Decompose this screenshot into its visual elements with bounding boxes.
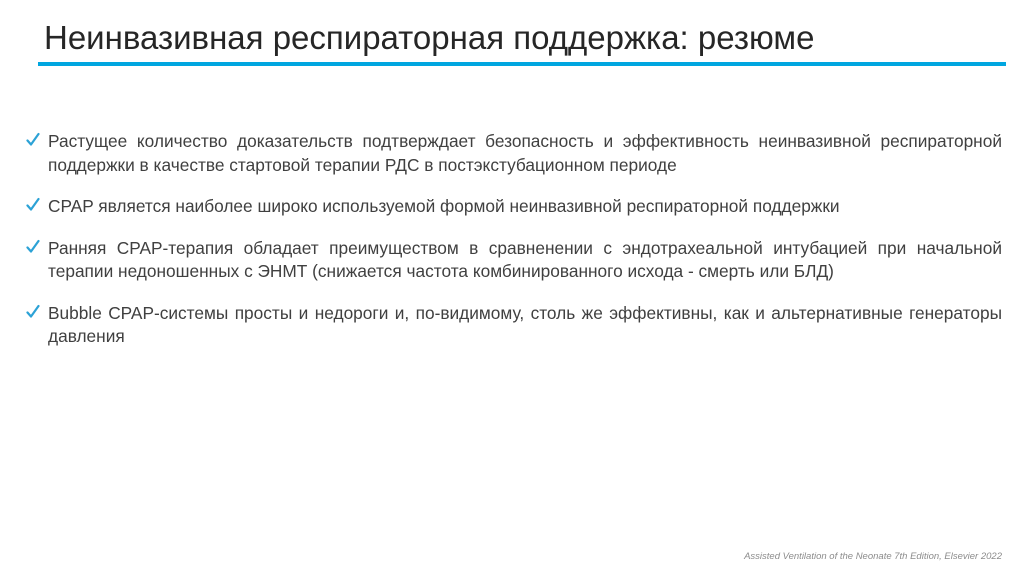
title-underline bbox=[38, 62, 1006, 66]
bullet-text: Bubble CPAP-системы просты и недороги и, по-видимому, столь же эффективны, как и альтернативные генераторы давления bbox=[48, 302, 1002, 346]
slide-title: Неинвазивная респираторная поддержка: резюме bbox=[44, 19, 815, 56]
check-icon bbox=[26, 197, 40, 213]
bullet-text: Растущее количество доказательств подтверждает безопасность и эффективность неинвазивной респираторной поддержки в качестве стартовой терапии РДС в постэкстубационном периоде bbox=[48, 131, 1002, 175]
bullet-text: CPAP является наиболее широко используемой формой неинвазивной респираторной поддержки bbox=[48, 196, 840, 216]
bullet-list bbox=[26, 130, 1002, 367]
bullet-item bbox=[26, 302, 1002, 349]
bullet-text: Ранняя CPAP-терапия обладает преимуществом в сравненении с эндотрахеальной интубацией при начальной терапии недоношенных с ЭНМТ (снижается частота комбинированного исхода - смерть или БЛД) bbox=[48, 237, 1002, 281]
citation-footnote: Assisted Ventilation of the Neonate 7th Edition, Elsevier 2022 bbox=[744, 551, 1002, 562]
check-icon bbox=[26, 132, 40, 148]
bullet-item bbox=[26, 130, 1002, 177]
bullet-item bbox=[26, 237, 1002, 284]
check-icon bbox=[26, 239, 40, 255]
bullet-item bbox=[26, 195, 1002, 219]
check-icon bbox=[26, 304, 40, 320]
